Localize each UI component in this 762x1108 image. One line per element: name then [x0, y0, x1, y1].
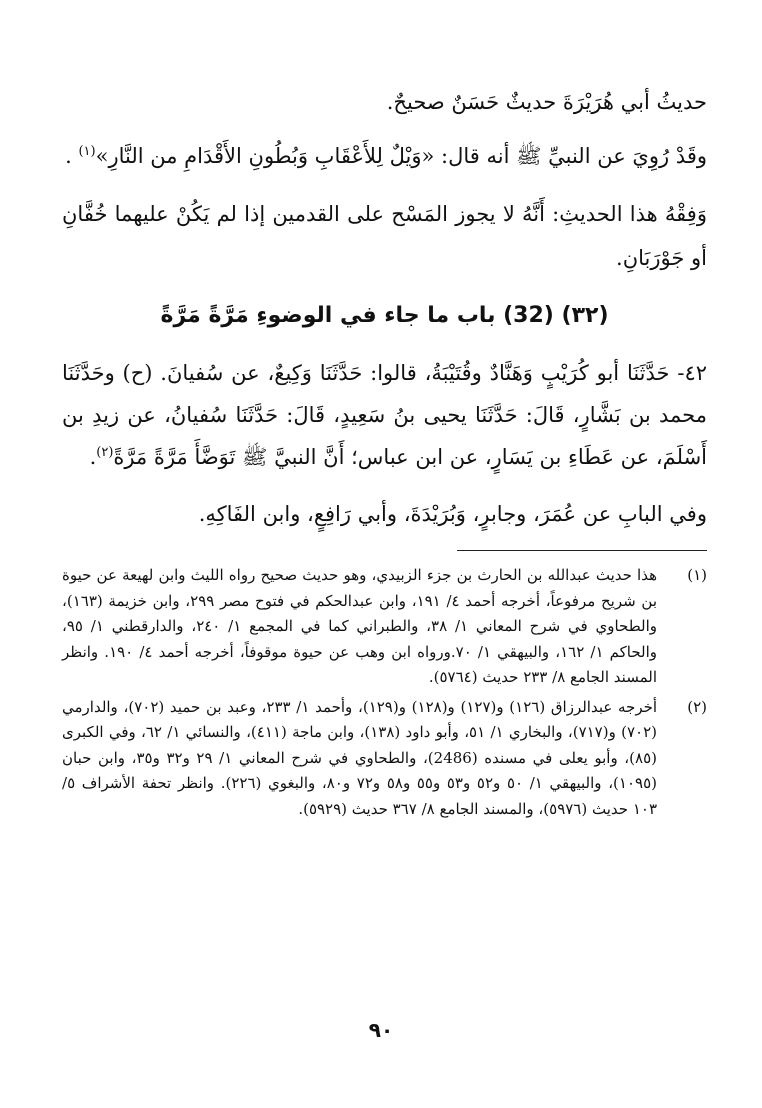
hadith-text: ٤٢- حَدَّثَنَا أبو كُرَيْبٍ وَهَنَّادٌ وقُتَيْبَةُ، قالوا: حَدَّثَنَا وَكِيعٌ، عن سُفيانَ. (ح) وحَدَّثَنَا محمد بن بَشَّارٍ، قَالَ: حَدَّثَنَا يحيى بنُ سَعِيدٍ، قَالَ: حَدَّثَنَا سُفيانُ، عن زيدِ بن أَسْلَمَ، عن عَطَاءِ بن يَسَارٍ، عن ابن عباس؛ أَنَّ النبيَّ ﷺ تَوَضَّأَ مَرَّةً مَرَّةً [62, 361, 707, 469]
footnote-separator [457, 550, 707, 551]
chapter-heading: (٣٢) (32) باب ما جاء في الوضوءِ مَرَّةً مَرَّةً [160, 303, 609, 328]
footnote-number: (١) [687, 566, 707, 584]
bab-line-text: وفي البابِ عن عُمَرَ، وجابرٍ، وَبُرَيْدَةَ، وأبي رَافِعٍ، وابن الفَاكِهِ. [198, 502, 707, 526]
narration-text: وقَدْ رُوِيَ عن النبيِّ ﷺ أنه قال: «وَيْلٌ لِلأَعْقَابِ وَبُطُونِ الأَقْدَامِ من النَّارِ» [95, 144, 707, 168]
footnote-ref-1[interactable]: (١) [78, 144, 96, 159]
narration-end: . [65, 144, 79, 168]
bab-line [62, 492, 707, 536]
footnote-text: هذا حديث عبدالله بن الحارث بن جزء الزبيدي، وهو حديث صحيح رواه الليث وابن لهيعة عن حيوة بن شريح مرفوعاً، أخرجه أحمد ٤/ ١٩١، وابن عبدالحكم في فتوح مصر ٢٩٩، وابن خزيمة (١٦٣)، والطحاوي في شرح المعاني ١/ ٣٨، والطبراني كما في المجمع ١/ ٢٤٠، والدارقطني ١/ ٩٥، والحاكم ١/ ١٦٢، والبيهقي ١/ ٧٠.ورواه ابن وهب عن حيوة موقوفاً، أخرجه أحمد ٤/ ١٩٠. وانظر المسند الجامع ٨/ ٢٣٣ حديث (٥٧٦٤). [62, 566, 658, 686]
fiqh-text: وَفِقْهُ هذا الحديثِ: أَنَّهُ لا يجوز المَسْح على القدمين إذا لم يَكُنْ عليهما خُفَّانِ أو جَوْرَبَانِ. [62, 202, 707, 270]
footnote-1 [62, 563, 707, 691]
page-number: ٩٠ [368, 1018, 394, 1042]
hadith-end: . [89, 445, 97, 469]
footnote-text: أخرجه عبدالرزاق (١٢٦) و(١٢٧) و(١٢٨) و(١٢٩)، وأحمد ١/ ٢٣٣، وعبد بن حميد (٧٠٢)، والدارمي (٧٠٢) و(٧١٧)، والبخاري ١/ ٥١، وأبو داود (١٣٨)، وابن ماجة (٤١١)، والنسائي ١/ ٦٢، وفي الكبرى (٨٥)، وأبو يعلى في مسنده (2486)، والطحاوي في شرح المعاني ١/ ٢٩ و٣٢ و٣٥، وابن حبان (١٠٩٥)، والبيهقي ١/ ٥٠ و٥٢ و٥٣ و٥٥ و٥٨ و٧٢ و٨٠، والبغوي (٢٢٦). وانظر تحفة الأشراف ٥/ ١٠٣ حديث (٥٩٧٦)، والمسند الجامع ٨/ ٣٦٧ حديث (٥٩٢٩). [62, 697, 658, 818]
paragraph-narration [62, 134, 707, 178]
page-body [62, 80, 707, 826]
footnote-2 [62, 695, 707, 823]
footnote-number: (٢) [687, 697, 707, 716]
paragraph-grading [62, 80, 707, 124]
paragraph-grading-text: حديثُ أبي هُرَيْرَةَ حديثٌ حَسَنٌ صحيحٌ. [386, 90, 707, 114]
footnote-ref-2[interactable]: (٢) [96, 445, 114, 460]
hadith-text-block [62, 352, 707, 478]
paragraph-fiqh [62, 192, 707, 280]
